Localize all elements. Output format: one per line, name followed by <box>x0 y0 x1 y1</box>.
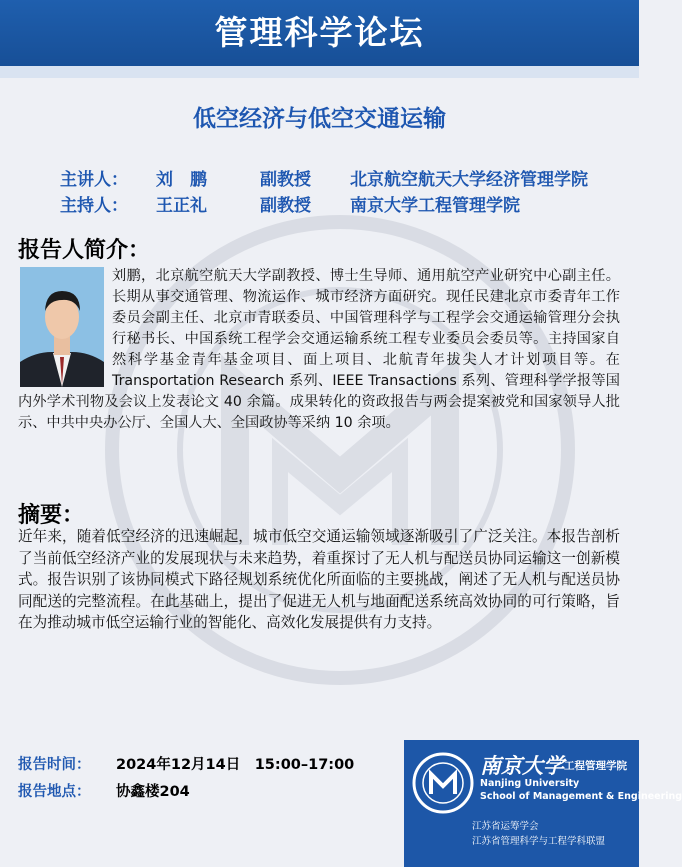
talk-title: 低空经济与低空交通运输 <box>193 106 446 132</box>
host-org: 南京大学工程管理学院 <box>350 196 520 216</box>
bio-text-block <box>18 266 620 434</box>
host-label: 主持人： <box>60 196 128 216</box>
nju-seal-icon <box>412 752 474 814</box>
association-2: 江苏省管理科学与工程学科联盟 <box>472 836 606 847</box>
abstract-text: 近年来，随着低空经济的迅速崛起，城市低空交通运输领域逐渐吸引了广泛关注。本报告剖析了当前低空经济产业的发展现状与未来趋势，着重探讨了无人机与配送员协同运输这一创新模式。报告识别了该协同模式下路径规划系统优化所面临的主要挑战，阐述了无人机与配送员协同配送的完整流程。在此基础上，提出了促进无人机与地面配送系统高效协同的可行策略，旨在为推动城市低空运输行业的智能化、高效化发展提供有力支持。 <box>18 528 620 631</box>
header-band <box>0 66 639 78</box>
speaker-org: 北京航空航天大学经济管理学院 <box>350 170 588 190</box>
abstract-heading: 摘要： <box>18 503 85 528</box>
association-1: 江苏省运筹学会 <box>472 821 539 832</box>
school-name-cn: 工程管理学院 <box>564 760 627 772</box>
place-row <box>18 780 190 801</box>
speaker-line <box>60 165 588 190</box>
host-name: 王正礼 <box>156 196 207 216</box>
host-line <box>60 191 520 216</box>
speaker-name: 刘 鹏 <box>156 170 207 190</box>
bio-heading: 报告人简介： <box>18 238 151 263</box>
organizer-logo-panel <box>404 740 682 867</box>
time-label: 报告时间： <box>18 757 91 773</box>
university-name-en: Nanjing University <box>480 778 580 789</box>
school-name-en: School of Management & Engineering <box>480 791 682 802</box>
bio-text: 刘鹏，北京航空航天大学副教授、博士生导师、通用航空产业研究中心副主任。长期从事交通管理、物流运作、城市经济方面研究。现任民建北京市委青年工作委员会副主任、北京市青联委员、中国管理科学与工程学会交通运输管理分会执行秘书长、中国系统工程学会交通运输系统工程专业委员会委员等。主持国家自然科学基金青年基金项目、面上项目、北航青年拔尖人才计划项目等。在 Transportation Research 系列、IEEE Transactions 系列、管理科学学报等国内外学术刊物及会议上发表论文 40 余篇。成果转化的资政报告与两会提案被党和国家领导人批示、中共中央办公厅、全国人大、全国政协等采纳 10 余项。 <box>18 268 620 431</box>
speaker-photo <box>20 267 104 387</box>
time-value: 2024年12月14日 15:00–17:00 <box>116 757 355 773</box>
university-name-cn: 南京大学 <box>480 753 564 778</box>
speaker-rank: 副教授 <box>260 170 311 190</box>
speaker-label: 主讲人： <box>60 170 128 190</box>
time-row <box>18 753 354 774</box>
place-value: 协鑫楼204 <box>116 784 190 800</box>
forum-title: 管理科学论坛 <box>0 0 639 66</box>
place-label: 报告地点： <box>18 784 91 800</box>
host-rank: 副教授 <box>260 196 311 216</box>
